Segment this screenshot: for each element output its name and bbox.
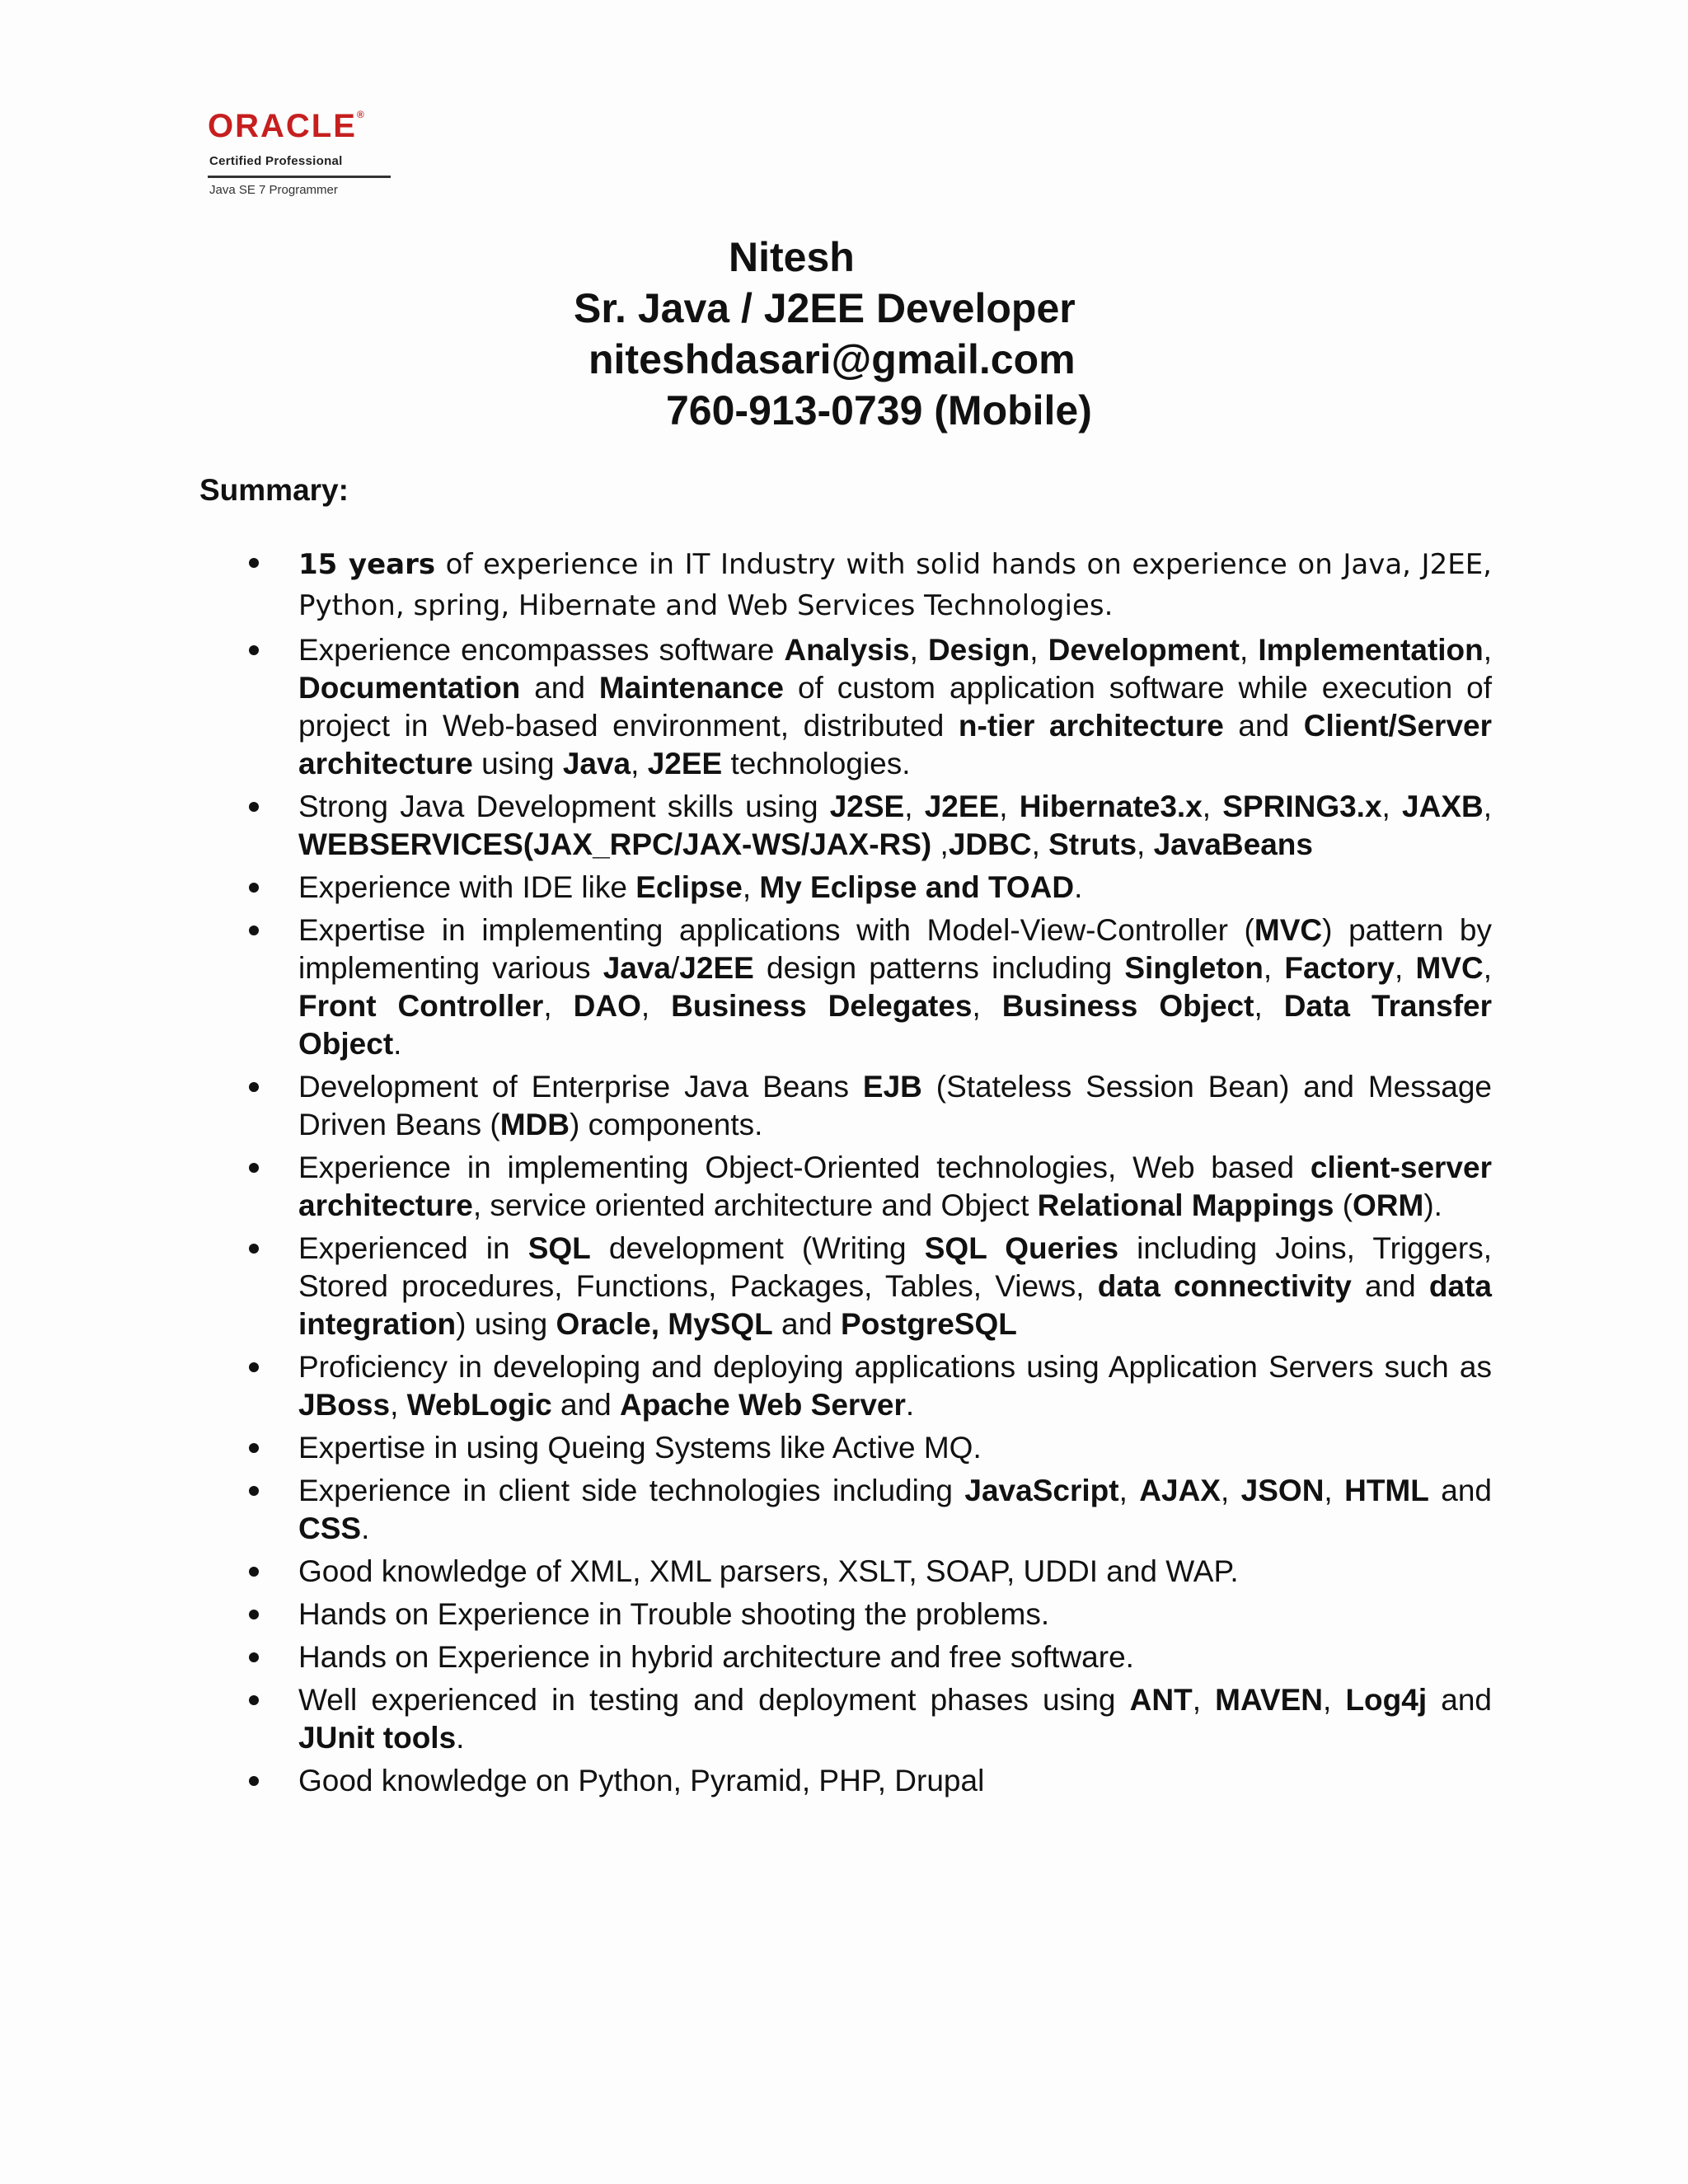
bullet-text: , (1483, 790, 1492, 823)
bullet-text: development (Writing (590, 1231, 925, 1265)
bullet-keyword: J2SE (829, 790, 905, 823)
bullet-text: , (390, 1388, 407, 1422)
bullet-keyword: My Eclipse and TOAD (759, 870, 1075, 904)
bullet-keyword: MVC (1254, 913, 1323, 947)
bullet-keyword: ANT (1129, 1683, 1193, 1717)
bullet-text: , (1029, 633, 1048, 667)
bullet-text: Good knowledge on Python, Pyramid, PHP, Drupal (298, 1764, 985, 1797)
summary-bullet-item (0, 544, 1688, 626)
bullet-keyword: Log4j (1345, 1683, 1428, 1717)
candidate-title: Sr. Java / J2EE Developer (574, 285, 1076, 331)
bullet-text: , (1220, 1474, 1241, 1507)
bullet-keyword: CSS (298, 1511, 362, 1545)
bullet-text: , (999, 790, 1020, 823)
bullet-text: , (1324, 1474, 1345, 1507)
bullet-keyword: WEBSERVICES(JAX_RPC/JAX-WS/JAX-RS) (298, 827, 932, 861)
bullet-text: ) components. (569, 1108, 763, 1141)
bullet-dot-icon (249, 645, 259, 655)
bullet-keyword: Data Transfer Object (298, 989, 1492, 1061)
bullet-dot-icon (249, 1443, 259, 1453)
bullet-text: , (1118, 1474, 1140, 1507)
bullet-text: ). (1423, 1188, 1442, 1222)
bullet-keyword: Java (562, 747, 631, 780)
summary-bullet-item (0, 1230, 1688, 1343)
bullet-text: of experience in IT Industry with solid hands on experience on Java, J2EE, Python, spring, Hibernate and Web Services Technologies. (298, 548, 1492, 622)
bullet-dot-icon (249, 1244, 259, 1254)
summary-bullet-item (0, 788, 1688, 864)
bullet-text: , (1381, 790, 1403, 823)
bullet-keyword: SQL Queries (924, 1231, 1119, 1265)
bullet-text: ) pattern by implementing various (298, 913, 1493, 985)
bullet-keyword: Oracle, MySQL (556, 1307, 773, 1341)
bullet-keyword: Design (927, 633, 1030, 667)
bullet-text: . (456, 1721, 465, 1755)
bullet-keyword: AJAX (1139, 1474, 1221, 1507)
summary-bullet-item (0, 1681, 1688, 1757)
bullet-text: Experience encompasses software (298, 633, 785, 667)
bullet-keyword: data integration (298, 1269, 1492, 1341)
bullet-keyword: J2EE (679, 951, 754, 985)
bullet-text: , (1254, 989, 1284, 1023)
bullet-text: . (361, 1511, 370, 1545)
bullet-text: ( (1334, 1188, 1353, 1222)
bullet-keyword: HTML (1344, 1474, 1429, 1507)
bullet-keyword: data connectivity (1097, 1269, 1352, 1303)
bullet-text: Well experienced in testing and deployment phases using (298, 1683, 1130, 1717)
bullet-text: , (904, 790, 925, 823)
bullet-keyword: SPRING3.x (1222, 790, 1382, 823)
bullet-keyword: WebLogic (406, 1388, 552, 1422)
bullet-keyword: JDBC (948, 827, 1032, 861)
summary-heading: Summary: (199, 473, 349, 507)
bullet-text: Hands on Experience in hybrid architecture and free software. (298, 1640, 1134, 1674)
bullet-keyword: client-server architecture (298, 1151, 1492, 1222)
summary-bullet-item (0, 869, 1688, 907)
bullet-keyword: EJB (862, 1070, 922, 1104)
bullet-dot-icon (249, 1082, 259, 1092)
bullet-text: , (1202, 790, 1223, 823)
bullet-keyword: PostgreSQL (841, 1307, 1017, 1341)
bullet-keyword: Documentation (298, 671, 521, 705)
summary-bullet-item (0, 1429, 1688, 1467)
bullet-keyword: DAO (573, 989, 641, 1023)
bullet-text: , (931, 827, 949, 861)
bullet-text: , (543, 989, 574, 1023)
bullet-keyword: JAXB (1402, 790, 1484, 823)
bullet-text: / (671, 951, 680, 985)
bullet-text: . (905, 1388, 915, 1422)
bullet-keyword: Eclipse (635, 870, 743, 904)
bullet-text: , (1483, 951, 1492, 985)
bullet-keyword: JavaScript (964, 1474, 1119, 1507)
bullet-text: using (472, 747, 563, 780)
bullet-keyword: Business Object (1001, 989, 1254, 1023)
bullet-keyword: Implementation (1258, 633, 1484, 667)
bullet-text: , (1031, 827, 1049, 861)
bullet-text: Experience in implementing Object-Oriented technologies, Web based (298, 1151, 1311, 1184)
bullet-text: , (631, 747, 648, 780)
bullet-keyword: JUnit tools (298, 1721, 457, 1755)
bullet-text: and (1427, 1683, 1493, 1717)
certification-title: Certified Professional (209, 154, 343, 168)
bullet-text: , (1192, 1683, 1216, 1717)
summary-bullet-item (0, 1553, 1688, 1591)
bullet-keyword: Client/Server architecture (298, 709, 1493, 780)
candidate-email: niteshdasari@gmail.com (588, 336, 1076, 382)
bullet-text: , (1263, 951, 1285, 985)
bullet-text: Experience in client side technologies including (298, 1474, 965, 1507)
bullet-keyword: Factory (1284, 951, 1395, 985)
summary-bullet-item (0, 1472, 1688, 1548)
oracle-brand-wordmark: ORACLE® (208, 108, 366, 144)
certification-subtitle: Java SE 7 Programmer (209, 183, 338, 197)
bullet-dot-icon (249, 1610, 259, 1619)
bullet-text: and (1223, 709, 1304, 743)
bullet-text: , (972, 989, 1002, 1023)
bullet-text: of custom application software while execution of project in Web-based environment, distributed (298, 671, 1492, 743)
logo-divider (208, 176, 391, 178)
bullet-text: , service oriented architecture and Object (472, 1188, 1038, 1222)
bullet-keyword: SQL (528, 1231, 591, 1265)
bullet-text: Experience with IDE like (298, 870, 636, 904)
bullet-keyword: Apache Web Server (620, 1388, 906, 1422)
bullet-text: and (551, 1388, 621, 1422)
bullet-keyword: MAVEN (1215, 1683, 1324, 1717)
bullet-text: , (909, 633, 928, 667)
bullet-keyword: Maintenance (598, 671, 785, 705)
summary-bullet-item (0, 912, 1688, 1063)
candidate-name: Nitesh (729, 234, 855, 280)
bullet-text: design patterns including (753, 951, 1125, 985)
bullet-text: , (1239, 633, 1259, 667)
bullet-text: Expertise in using Queing Systems like Active MQ. (298, 1431, 982, 1465)
bullet-dot-icon (249, 1567, 259, 1577)
bullet-keyword: Singleton (1124, 951, 1264, 985)
bullet-text: Development of Enterprise Java Beans (298, 1070, 863, 1104)
bullet-text: , (1137, 827, 1154, 861)
oracle-certification-logo (198, 103, 400, 202)
bullet-text: . (1074, 870, 1083, 904)
bullet-text: , (1395, 951, 1416, 985)
bullet-text: (Stateless Session Bean) and Message Driven Beans ( (298, 1070, 1492, 1141)
bullet-text: technologies. (722, 747, 911, 780)
bullet-text: , (1323, 1683, 1346, 1717)
bullet-keyword: Java (603, 951, 672, 985)
bullet-keyword: Relational Mappings (1037, 1188, 1334, 1222)
bullet-keyword: Development (1048, 633, 1240, 667)
bullet-text: ) using (456, 1307, 556, 1341)
summary-bullet-item (0, 1638, 1688, 1676)
bullet-keyword: Hibernate3.x (1019, 790, 1203, 823)
bullet-dot-icon (249, 883, 259, 893)
bullet-keyword: JSON (1240, 1474, 1325, 1507)
bullet-text: , (742, 870, 760, 904)
bullet-keyword: Analysis (784, 633, 910, 667)
bullet-dot-icon (249, 1695, 259, 1705)
summary-bullet-item (0, 1348, 1688, 1424)
bullet-dot-icon (249, 558, 259, 568)
bullet-text: and (1428, 1474, 1492, 1507)
bullet-keyword: JavaBeans (1153, 827, 1313, 861)
bullet-text: . (393, 1027, 402, 1061)
bullet-text: and (520, 671, 599, 705)
bullet-keyword: n-tier architecture (958, 709, 1224, 743)
bullet-dot-icon (249, 926, 259, 935)
bullet-keyword: Struts (1048, 827, 1137, 861)
bullet-text: Hands on Experience in Trouble shooting the problems. (298, 1597, 1050, 1631)
summary-list (0, 544, 1688, 1805)
bullet-text: Good knowledge of XML, XML parsers, XSLT, SOAP, UDDI and WAP. (298, 1554, 1239, 1588)
bullet-dot-icon (249, 1362, 259, 1372)
bullet-keyword: J2EE (647, 747, 723, 780)
bullet-keyword: J2EE (924, 790, 1000, 823)
bullet-keyword: MDB (499, 1108, 570, 1141)
candidate-phone: 760-913-0739 (Mobile) (666, 387, 1092, 434)
bullet-text: including Joins, Triggers, Stored procedures, Functions, Packages, Tables, Views, (298, 1231, 1492, 1303)
bullet-keyword: Front Controller (298, 989, 544, 1023)
bullet-keyword: Business Delegates (671, 989, 973, 1023)
bullet-text: Experienced in (298, 1231, 528, 1265)
bullet-keyword: ORM (1353, 1188, 1424, 1222)
summary-bullet-item (0, 1762, 1688, 1800)
summary-bullet-item (0, 1068, 1688, 1144)
bullet-dot-icon (249, 1652, 259, 1662)
bullet-text: Expertise in implementing applications with Model-View-Controller ( (298, 913, 1254, 947)
bullet-keyword: JBoss (298, 1388, 391, 1422)
summary-bullet-item (0, 1149, 1688, 1225)
bullet-text: Proficiency in developing and deploying applications using Application Servers such as (298, 1350, 1492, 1384)
summary-bullet-item (0, 1596, 1688, 1633)
bullet-text: and (772, 1307, 842, 1341)
bullet-keyword: MVC (1415, 951, 1484, 985)
bullet-text: and (1351, 1269, 1429, 1303)
bullet-keyword: 15 years (298, 548, 436, 581)
bullet-dot-icon (249, 1163, 259, 1173)
bullet-dot-icon (249, 1776, 259, 1786)
bullet-text: , (640, 989, 672, 1023)
bullet-text: Strong Java Development skills using (298, 790, 830, 823)
summary-bullet-item (0, 631, 1688, 783)
bullet-dot-icon (249, 1486, 259, 1496)
bullet-dot-icon (249, 802, 259, 812)
bullet-text: , (1483, 633, 1493, 667)
